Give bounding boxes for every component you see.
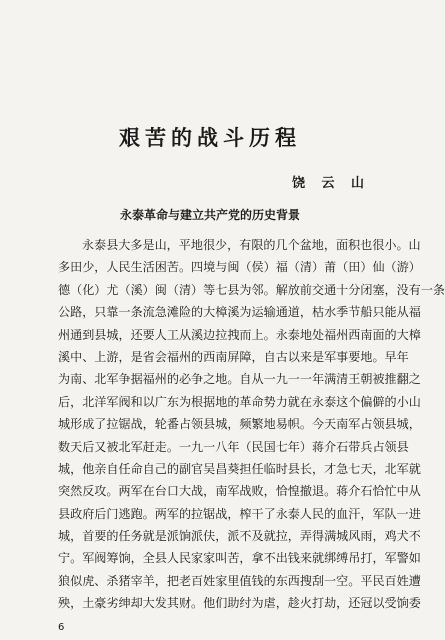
text-line: 狼似虎、杀猪宰羊，把老百姓家里值钱的东西搜刮一空。平民百姓遭 [58,573,421,588]
text-line: 城，首要的任务就是派饷派伕，派不及就拉，弄得满城风雨，鸡犬不 [58,529,421,544]
text-line: 为南、北军争据福州的必争之地。自从一九一一年满清王朝被推翻之 [58,372,421,387]
text-line: 后，北洋军阀和以广东为根据地的革命势力就在永泰这个偏僻的小山 [58,394,421,409]
text-line: 德（化）尤（溪）闽（清）等七县为邻。解放前交通十分闭塞，没有一条 [58,282,445,297]
text-line: 溪中、上游，是省会福州的西南屏障，自古以来是军事要地。早年 [58,349,409,364]
text-line: 永泰县大多是山，平地很少，有限的几个盆地，面积也很小。山 [82,238,421,252]
text-line: 县政府后门逃跑。两军的拉锯战，榨干了永泰人民的血汗，军队一进 [58,506,421,521]
text-line: 城形成了拉锯战，轮番占领县城，频繁地易帜。今天南军占领县城， [58,417,421,432]
body-text [58,234,445,615]
text-line: 突然反攻。两军在台口大战，南军战败，恰惶撤退。蒋介石恰忙中从 [58,484,421,499]
author-name: 饶 云 山 [291,176,370,191]
page-number: 6 [58,622,65,633]
text-line: 城，他亲自任命自己的副官吴昌葵担任临时县长，才急七天，北军就 [58,461,421,476]
section-heading: 永泰革命与建立共产党的历史背景 [119,208,300,222]
article-title: 艰苦的战斗历程 [119,125,301,150]
text-line: 殃，土豪劣绅却大发其财。他们助纣为虐，趁火打劫，还冠以受饷委 [58,596,421,611]
text-line: 宁。军阀筹饷，全县人民家家叫苦，拿不出钱来就绑缚吊打，军警如 [58,551,421,566]
text-line: 州通到县城，还要人工从溪边拉拽而上。永泰地处福州西南面的大樟 [58,327,421,342]
text-line: 数天后又被北军赶走。一九一八年（民国七年）蒋介石带兵占领县 [58,439,409,454]
text-line: 多田少，人民生活困苦。四境与闽（侯）福（清）莆（田）仙（游） [58,260,421,275]
text-line: 公路，只靠一条流急滩险的大樟溪为运输通道，枯水季节船只能从福 [58,305,421,320]
